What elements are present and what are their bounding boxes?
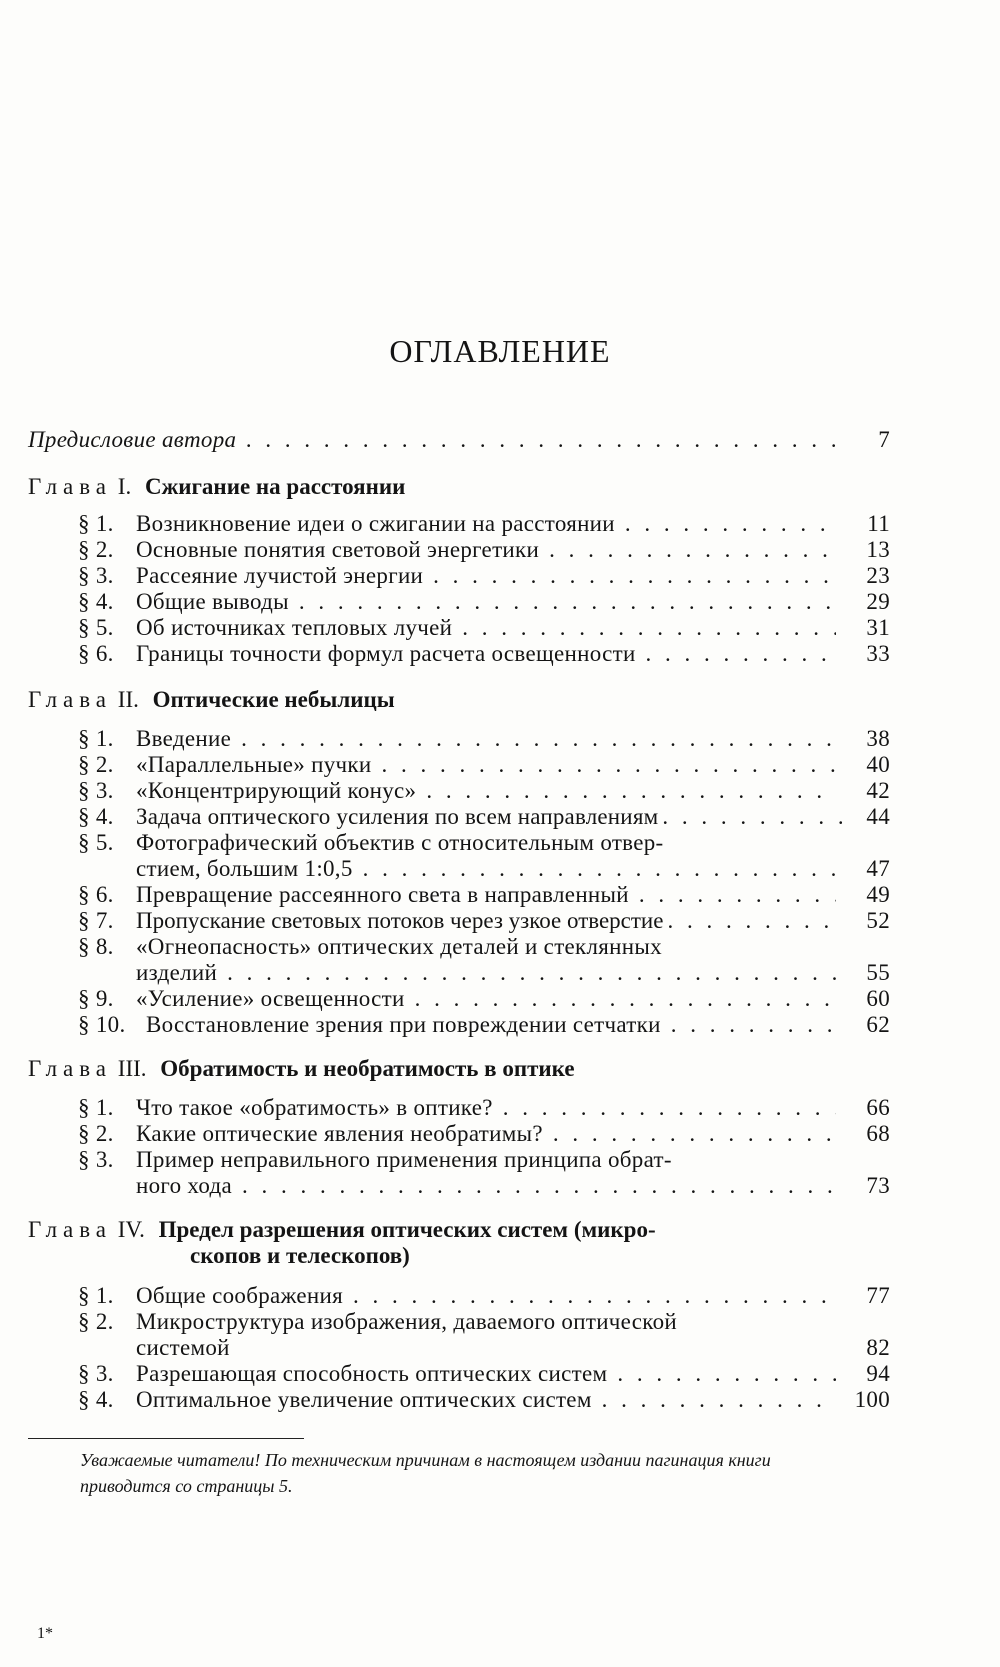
section-number: § 5. [78, 615, 114, 640]
page-number: 47 [866, 856, 890, 881]
page-number: 73 [866, 1173, 890, 1198]
toc-entry[interactable] [78, 1282, 890, 1309]
chapter-word: Глава [28, 474, 113, 499]
page-number: 49 [866, 882, 890, 907]
section-number: § 1. [78, 1283, 114, 1308]
dot-leader [246, 426, 836, 453]
section-title-continuation: системой [136, 1335, 230, 1360]
dot-leader [363, 855, 836, 882]
page-number: 13 [866, 537, 890, 562]
toc-entry[interactable] [78, 1360, 890, 1387]
footnote-rule [28, 1438, 304, 1439]
dot-leader [415, 985, 836, 1012]
toc-entry[interactable] [78, 1386, 890, 1413]
page-number: 29 [866, 589, 890, 614]
toc-entry[interactable] [78, 829, 890, 856]
dot-leader [381, 751, 836, 778]
dot-leader [671, 1011, 836, 1038]
section-number: § 2. [78, 752, 114, 777]
section-title: Что такое «обратимость» в оптике? [136, 1095, 493, 1120]
dot-leader [299, 588, 836, 615]
page-number: 40 [866, 752, 890, 777]
section-title: Задача оптического усиления по всем направлениям [136, 804, 659, 829]
section-number: § 9. [78, 986, 114, 1011]
toc-entry[interactable] [78, 1094, 890, 1121]
toc-entry[interactable] [78, 614, 890, 641]
section-number: § 1. [78, 511, 114, 536]
page-number: 33 [866, 641, 890, 666]
section-title: «Параллельные» пучки [136, 752, 372, 777]
section-title: Рассеяние лучистой энергии [136, 563, 424, 588]
section-title: Введение [136, 726, 232, 751]
toc-entry[interactable] [78, 510, 890, 537]
dot-leader [553, 1120, 836, 1147]
chapter-title: Предел разрешения оптических систем (микро- [158, 1217, 656, 1242]
page-number: 68 [866, 1121, 890, 1146]
toc-entry[interactable] [78, 907, 890, 934]
section-title-continuation: изделий [136, 960, 218, 985]
footnote: Уважаемые читатели! По техническим причинам в настоящем издании пагинация книги приводится со страницы 5. [80, 1450, 771, 1496]
page-number: 82 [866, 1335, 890, 1360]
chapter-heading[interactable] [28, 473, 848, 500]
section-number: § 1. [78, 1095, 114, 1120]
section-title: Пропускание световых потоков через узкое отверстие [136, 908, 664, 933]
toc-entry[interactable] [78, 933, 890, 960]
page-number: 94 [866, 1361, 890, 1386]
dot-leader [602, 1386, 836, 1413]
dot-leader [241, 725, 836, 752]
page-number: 100 [854, 1387, 890, 1412]
dot-leader [227, 959, 836, 986]
dot-leader [662, 803, 842, 830]
section-number: § 1. [78, 726, 114, 751]
toc-entry-continuation[interactable] [136, 855, 890, 882]
page-number: 52 [866, 908, 890, 933]
toc-entry[interactable] [78, 1308, 890, 1335]
toc-entry[interactable] [78, 1120, 890, 1147]
toc-entry[interactable] [78, 562, 890, 589]
chapter-heading[interactable] [28, 1216, 848, 1243]
toc-entry-continuation[interactable] [136, 959, 890, 986]
toc-entry[interactable] [78, 881, 890, 908]
dot-leader [426, 777, 836, 804]
toc-entry[interactable] [78, 1011, 890, 1038]
chapter-heading-continuation [190, 1242, 890, 1269]
toc-entry[interactable] [78, 985, 890, 1012]
page-number: 62 [866, 1012, 890, 1037]
section-title: Границы точности формул расчета освещенности [136, 641, 636, 666]
section-number: § 2. [78, 1121, 114, 1146]
section-number: § 5. [78, 830, 114, 855]
dot-leader [549, 536, 836, 563]
dot-leader [639, 881, 836, 908]
toc-preface[interactable] [28, 426, 890, 453]
section-title: Превращение рассеянного света в направленный [136, 882, 629, 907]
toc-entry[interactable] [78, 777, 890, 804]
toc-entry[interactable] [78, 1146, 890, 1173]
toc-entry[interactable] [78, 588, 890, 615]
dot-leader [667, 907, 842, 934]
section-number: § 4. [78, 589, 114, 614]
dot-leader [503, 1094, 836, 1121]
section-number: § 6. [78, 882, 114, 907]
page-number: 31 [866, 615, 890, 640]
section-number: § 3. [78, 1147, 114, 1172]
section-title: Общие выводы [136, 589, 289, 614]
section-title-continuation: ного хода [136, 1173, 232, 1198]
toc-heading: ОГЛАВЛЕНИЕ [389, 333, 611, 369]
page-number: 60 [866, 986, 890, 1011]
toc-entry[interactable] [78, 640, 890, 667]
section-number: § 2. [78, 537, 114, 562]
chapter-title: Сжигание на расстоянии [144, 474, 406, 499]
page-number: 77 [866, 1283, 890, 1308]
dot-leader [617, 1360, 836, 1387]
section-title: Восстановление зрения при повреждении сетчатки [146, 1012, 661, 1037]
page-number: 55 [866, 960, 890, 985]
toc-entry[interactable] [78, 803, 890, 830]
section-title: Об источниках тепловых лучей [136, 615, 453, 640]
toc-entry[interactable] [78, 536, 890, 563]
signature-mark: 1* [37, 1625, 53, 1642]
dot-leader [242, 1172, 836, 1199]
dot-leader [353, 1282, 836, 1309]
toc-entry-continuation[interactable] [136, 1172, 890, 1199]
chapter-word: Глава [28, 1056, 113, 1081]
page-number: 42 [866, 778, 890, 803]
section-title: «Усиление» освещенности [136, 986, 405, 1011]
section-number: § 4. [78, 804, 114, 829]
section-number: § 8. [78, 934, 114, 959]
section-title: Оптимальное увеличение оптических систем [136, 1387, 592, 1412]
dot-leader [462, 614, 836, 641]
chapter-heading[interactable] [28, 1055, 848, 1082]
chapter-number: II. [117, 687, 139, 712]
section-title: Какие оптические явления необратимы? [136, 1121, 543, 1146]
section-number: § 4. [78, 1387, 114, 1412]
chapter-heading[interactable] [28, 686, 848, 713]
section-number: § 2. [78, 1309, 114, 1334]
chapter-title: Оптические небылицы [152, 687, 395, 712]
section-number: § 3. [78, 778, 114, 803]
chapter-word: Глава [28, 687, 113, 712]
section-title: Пример неправильного применения принципа обрат- [136, 1147, 672, 1172]
chapter-word: Глава [28, 1217, 113, 1242]
chapter-number: I. [117, 474, 132, 499]
dot-leader [433, 562, 836, 589]
section-title: Фотографический объектив с относительным отвер- [136, 830, 664, 855]
section-title: Возникновение идеи о сжигании на расстоянии [136, 511, 615, 536]
page-number: 11 [867, 511, 890, 536]
section-title: «Концентрирующий конус» [136, 778, 417, 803]
section-number: § 3. [78, 563, 114, 588]
section-number: § 6. [78, 641, 114, 666]
page-number: 38 [866, 726, 890, 751]
section-number: § 3. [78, 1361, 114, 1386]
section-number: § 10. [78, 1012, 126, 1037]
dot-leader [646, 640, 836, 667]
page-number: 66 [866, 1095, 890, 1120]
section-title: Микроструктура изображения, даваемого оптической [136, 1309, 677, 1334]
section-title: Основные понятия световой энергетики [136, 537, 540, 562]
preface-label: Предисловие автора [28, 427, 237, 452]
page-number: 23 [866, 563, 890, 588]
page-number: 7 [878, 427, 890, 452]
toc-entry-continuation[interactable] [136, 1334, 890, 1361]
section-title: «Огнеопасность» оптических деталей и стеклянных [136, 934, 662, 959]
chapter-title-continuation: скопов и телескопов) [190, 1243, 410, 1268]
section-title: Общие соображения [136, 1283, 344, 1308]
section-title: Разрешающая способность оптических систем [136, 1361, 608, 1386]
toc-entry[interactable] [78, 751, 890, 778]
chapter-title: Обратимость и необратимость в оптике [160, 1056, 575, 1081]
chapter-number: IV. [117, 1217, 145, 1242]
toc-entry[interactable] [78, 725, 890, 752]
section-number: § 7. [78, 908, 114, 933]
chapter-number: III. [117, 1056, 147, 1081]
dot-leader [625, 510, 836, 537]
page-number: 44 [866, 804, 890, 829]
section-title-continuation: стием, большим 1:0,5 [136, 856, 353, 881]
